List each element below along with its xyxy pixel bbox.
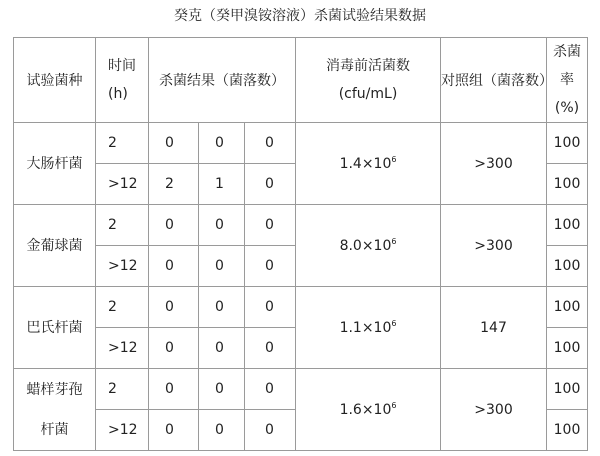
result-cell-3: 0 xyxy=(245,328,296,369)
strain-line1: 大肠杆菌 xyxy=(26,155,83,172)
rate-cell: 100 xyxy=(547,410,588,451)
rate-cell: 100 xyxy=(547,369,588,410)
pre-count-cell xyxy=(296,287,441,369)
header-result: 杀菌结果（菌落数） xyxy=(149,38,296,123)
pre-count-cell xyxy=(296,205,441,287)
table-row xyxy=(14,205,588,246)
header-time-line2: (h) xyxy=(108,86,128,102)
table-title: 癸克（癸甲溴铵溶液）杀菌试验结果数据 xyxy=(174,8,426,24)
result-cell-3: 0 xyxy=(245,123,296,164)
time-cell: 2 xyxy=(96,123,149,164)
pre-count-cell xyxy=(296,369,441,451)
result-cell-2: 0 xyxy=(199,410,245,451)
result-cell-3: 0 xyxy=(245,369,296,410)
table-row xyxy=(14,369,588,410)
time-cell: 2 xyxy=(96,205,149,246)
result-cell-1: 0 xyxy=(149,328,199,369)
time-cell: >12 xyxy=(96,328,149,369)
strain-line1: 蜡样芽孢 xyxy=(26,381,83,398)
header-row xyxy=(14,38,588,123)
pre-count-mantissa: 1.6×10 xyxy=(339,402,392,418)
pre-count-cell xyxy=(296,123,441,205)
rate-cell: 100 xyxy=(547,123,588,164)
control-cell: >300 xyxy=(441,369,547,451)
result-cell-2: 0 xyxy=(199,123,245,164)
result-cell-2: 1 xyxy=(199,164,245,205)
result-cell-1: 0 xyxy=(149,246,199,287)
rate-cell: 100 xyxy=(547,246,588,287)
control-cell: 147 xyxy=(441,287,547,369)
strain-cell xyxy=(14,123,96,205)
pre-count-exponent: 6 xyxy=(391,237,397,246)
pre-count-mantissa: 8.0×10 xyxy=(339,238,392,254)
result-cell-2: 0 xyxy=(199,287,245,328)
rate-cell: 100 xyxy=(547,287,588,328)
control-cell: >300 xyxy=(441,205,547,287)
result-cell-1: 0 xyxy=(149,205,199,246)
result-cell-2: 0 xyxy=(199,205,245,246)
header-pre-count xyxy=(296,38,441,123)
control-cell: >300 xyxy=(441,123,547,205)
time-cell: >12 xyxy=(96,246,149,287)
strain-line1: 金葡球菌 xyxy=(26,237,83,254)
result-cell-3: 0 xyxy=(245,246,296,287)
pre-count-exponent: 6 xyxy=(391,401,397,410)
bactericidal-results-table xyxy=(13,37,588,451)
table-body xyxy=(14,123,588,451)
result-cell-3: 0 xyxy=(245,164,296,205)
header-rate-line2: (%) xyxy=(554,100,580,116)
result-cell-2: 0 xyxy=(199,328,245,369)
time-cell: 2 xyxy=(96,287,149,328)
table-row xyxy=(14,123,588,164)
header-strain: 试验菌种 xyxy=(14,38,96,123)
result-cell-1: 0 xyxy=(149,369,199,410)
result-cell-1: 0 xyxy=(149,410,199,451)
result-cell-1: 0 xyxy=(149,123,199,164)
rate-cell: 100 xyxy=(547,328,588,369)
header-rate-line1: 杀菌率 xyxy=(553,44,582,88)
result-cell-1: 2 xyxy=(149,164,199,205)
rate-cell: 100 xyxy=(547,164,588,205)
pre-count-mantissa: 1.4×10 xyxy=(339,156,392,172)
header-time-line1: 时间 xyxy=(108,58,136,74)
result-cell-2: 0 xyxy=(199,369,245,410)
pre-count-mantissa: 1.1×10 xyxy=(339,320,392,336)
result-cell-3: 0 xyxy=(245,287,296,328)
strain-line1: 巴氏杆菌 xyxy=(26,319,83,336)
strain-cell xyxy=(14,287,96,369)
result-cell-3: 0 xyxy=(245,205,296,246)
pre-count-exponent: 6 xyxy=(391,155,397,164)
strain-cell xyxy=(14,369,96,451)
rate-cell: 100 xyxy=(547,205,588,246)
result-cell-2: 0 xyxy=(199,246,245,287)
header-control: 对照组（菌落数） xyxy=(441,38,547,123)
strain-cell xyxy=(14,205,96,287)
header-time xyxy=(96,38,149,123)
header-pre-line1: 消毒前活菌数 xyxy=(326,58,411,74)
table-row xyxy=(14,287,588,328)
time-cell: >12 xyxy=(96,410,149,451)
time-cell: 2 xyxy=(96,369,149,410)
result-cell-1: 0 xyxy=(149,287,199,328)
time-cell: >12 xyxy=(96,164,149,205)
strain-line2: 杆菌 xyxy=(40,421,69,438)
header-pre-line2: (cfu/mL) xyxy=(338,86,398,102)
result-cell-3: 0 xyxy=(245,410,296,451)
pre-count-exponent: 6 xyxy=(391,319,397,328)
